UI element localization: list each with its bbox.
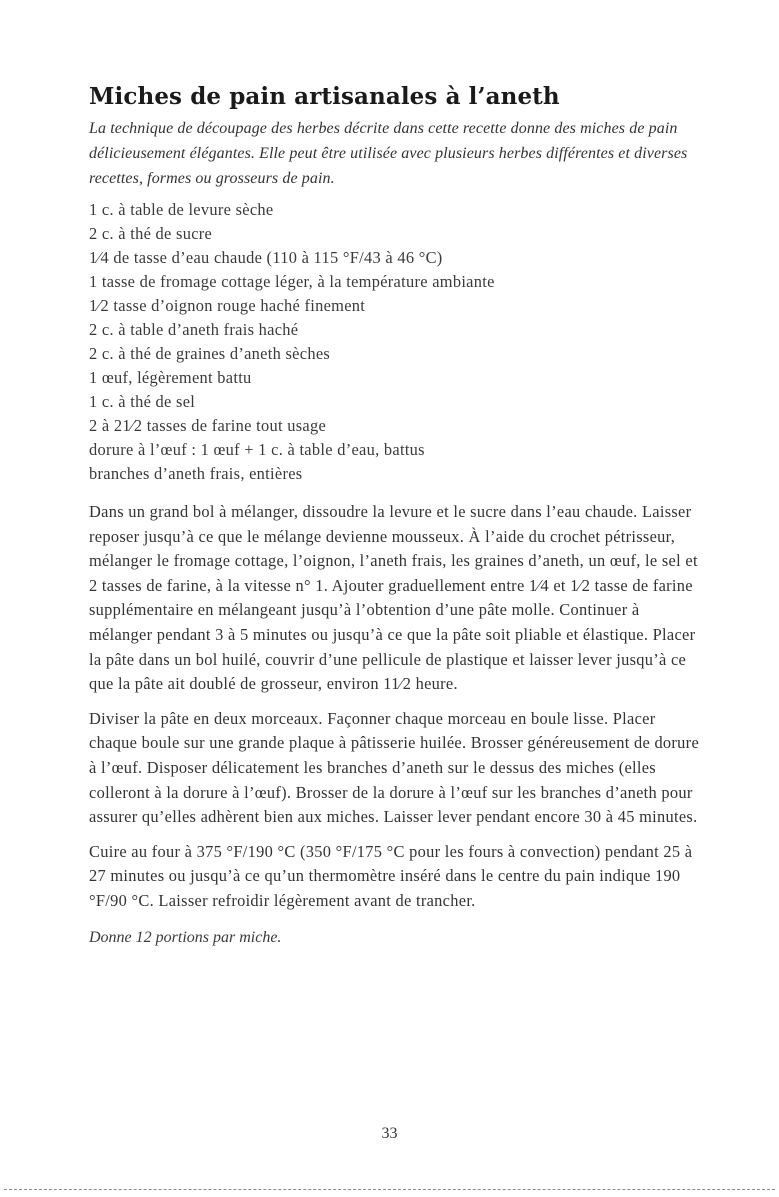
ingredient-item: 2 à 21⁄2 tasses de farine tout usage [89,416,327,435]
bottom-divider [4,1189,775,1190]
recipe-yield: Donne 12 portions par miche. [89,928,282,946]
page-number: 33 [381,1125,398,1142]
instruction-step: Dans un grand bol à mélanger, dissoudre la levure et le sucre dans l’eau chaude. Laisser reposer jusqu’à ce que le mélange devienne mousseux. À l’aide du crochet pétrisseur, mélanger le fromage cottage, l’oignon, l’aneth frais, les graines d’aneth, un œuf, le sel et 2 tasses de farine, à la vitesse n° 1. Ajouter graduellement entre 1⁄4 et 1⁄2 tasse de farine supplémentaire en mélangeant jusqu’à l’obtention d’une pâte molle. Continuer à mélanger pendant 3 à 5 minutes ou jusqu’à ce que la pâte soit pliable et élastique. Placer la pâte dans un bol huilé, couvrir d’une pellicule de plastique et laisser lever jusqu’à ce que la pâte ait doublé de grosseur, environ 11⁄2 heure. [89,502,698,694]
recipe-title: Miches de pain artisanales à l’aneth [89,83,560,110]
ingredient-item: 1⁄4 de tasse d’eau chaude (110 à 115 °F/43 à 46 °C) [89,248,443,267]
ingredient-item: 1 c. à thé de sel [89,392,196,411]
ingredient-list [89,198,699,486]
ingredient-item: 1 c. à table de levure sèche [89,200,274,219]
ingredient-item: 1 œuf, légèrement battu [89,368,252,387]
ingredient-item: 2 c. à thé de graines d’aneth sèches [89,344,331,363]
recipe-intro: La technique de découpage des herbes décrite dans cette recette donne des miches de pain délicieusement élégantes. Elle peut être utilisée avec plusieurs herbes différentes et diverses recettes, formes ou grosseurs de pain. [89,120,688,187]
ingredient-item: 1 tasse de fromage cottage léger, à la température ambiante [89,272,495,291]
recipe-page [89,82,699,950]
ingredient-item: 1⁄2 tasse d’oignon rouge haché finement [89,296,366,315]
ingredient-item: 2 c. à table d’aneth frais haché [89,320,299,339]
ingredient-item: branches d’aneth frais, entières [89,464,303,483]
instruction-step: Cuire au four à 375 °F/190 °C (350 °F/175 °C pour les fours à convection) pendant 25 à 27 minutes ou jusqu’à ce qu’un thermomètre inséré dans le centre du pain indique 190 °F/90 °C. Laisser refroidir légèrement avant de trancher. [89,841,693,910]
ingredient-item: 2 c. à thé de sucre [89,224,213,243]
instruction-step: Diviser la pâte en deux morceaux. Façonner chaque morceau en boule lisse. Placer chaque boule sur une grande plaque à pâtisserie huilée. Brosser généreusement de dorure à l’œuf. Disposer délicatement les branches d’aneth sur le dessus des miches (elles colleront à la dorure à l’œuf). Brosser de la dorure à l’œuf sur les branches d’aneth pour assurer qu’elles adhèrent bien aux miches. Laisser lever pendant encore 30 à 45 minutes. [89,708,700,827]
ingredient-item: dorure à l’œuf : 1 œuf + 1 c. à table d’eau, battus [89,440,425,459]
